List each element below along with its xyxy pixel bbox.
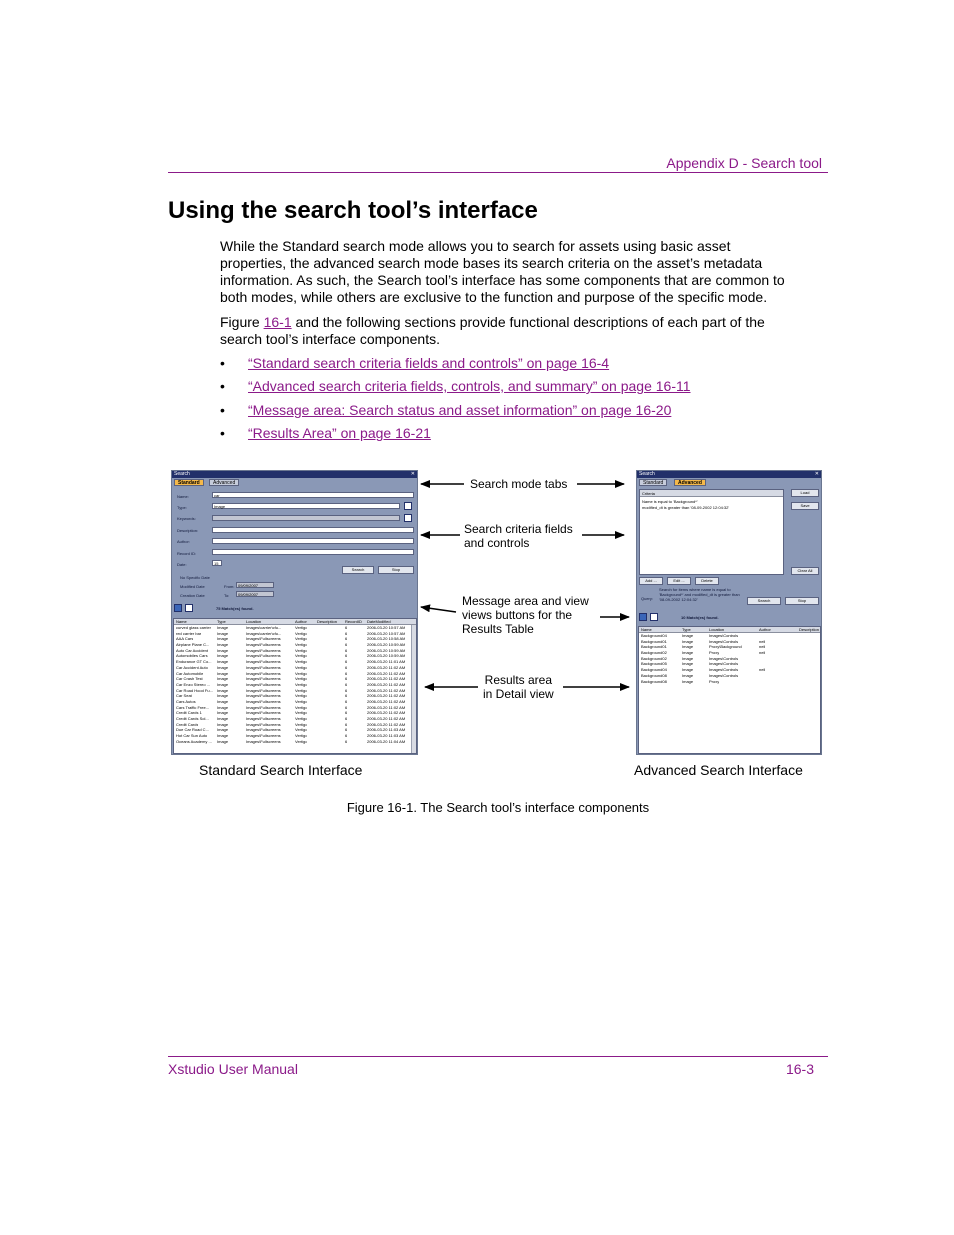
- name-field[interactable]: car: [212, 492, 414, 498]
- table-cell: 2006-03-20 11:02 AM: [367, 681, 406, 687]
- table-cell: 6: [345, 698, 348, 704]
- table-cell: 6: [345, 738, 348, 744]
- table-cell: Image: [682, 655, 694, 661]
- table-cell: Image: [217, 733, 229, 739]
- col-recordid[interactable]: RecordID: [345, 619, 362, 624]
- bullet-dot: •: [220, 355, 225, 371]
- bullet-link-standard-criteria[interactable]: “Standard search criteria fields and controls” on page 16-4: [248, 355, 610, 371]
- footer-rule: [168, 1056, 828, 1057]
- col-location[interactable]: Location: [246, 619, 262, 624]
- table-cell: 6: [345, 670, 348, 676]
- table-cell: Background04: [641, 667, 667, 673]
- col-description[interactable]: Description: [799, 627, 820, 632]
- table-cell: 6: [345, 681, 348, 687]
- description-label: Description:: [177, 528, 199, 533]
- table-cell: Image: [217, 721, 229, 727]
- arrow-message-left: [421, 607, 456, 612]
- table-cell: Automobiles Cars: [176, 653, 208, 659]
- table-cell: Vertigo: [295, 738, 308, 744]
- table-cell: Background01: [641, 638, 667, 644]
- table-cell: Background02: [641, 655, 667, 661]
- table-cell: Images\Fullscreens: [246, 676, 281, 682]
- table-cell: Vertigo: [295, 664, 308, 670]
- table-cell: Car Enzo Stereo ...: [176, 681, 211, 687]
- footer-manual-title: Xstudio User Manual: [168, 1061, 298, 1077]
- table-cell: Vertigo: [295, 659, 308, 665]
- table-cell: 2006-03-20 11:02 AM: [367, 670, 406, 676]
- table-cell: 6: [345, 687, 348, 693]
- modified-date-option[interactable]: Modified Date: [180, 584, 205, 589]
- page-title: Using the search tool’s interface: [168, 197, 538, 224]
- window-title: Search: [639, 471, 655, 477]
- table-cell: Background02: [641, 650, 667, 656]
- table-cell: Images\Fullscreens: [246, 659, 281, 665]
- query-label: Query:: [641, 596, 654, 601]
- para2-before: Figure: [220, 314, 264, 330]
- table-cell: 2006-03-20 11:03 AM: [367, 733, 406, 739]
- table-cell: Images\Fullscreens: [246, 687, 281, 693]
- table-cell: red carrier bar: [176, 630, 202, 636]
- table-cell: neil: [759, 667, 766, 673]
- save-button[interactable]: Save: [791, 502, 819, 510]
- col-location[interactable]: Location: [709, 627, 725, 632]
- table-cell: 2006-03-20 11:02 AM: [367, 716, 406, 721]
- match-message: 10 Match(es) found.: [681, 615, 719, 620]
- close-icon[interactable]: ✕: [814, 471, 819, 477]
- col-datemodified[interactable]: DateModified: [367, 619, 391, 624]
- table-cell: Image: [217, 636, 229, 642]
- table-cell: Background04: [641, 633, 667, 638]
- author-label: Author:: [177, 539, 190, 544]
- tab-standard[interactable]: Standard: [174, 479, 204, 486]
- col-author[interactable]: Author: [295, 619, 307, 624]
- table-cell: curved glass carrier: [176, 625, 211, 630]
- table-cell: Background08: [641, 672, 667, 678]
- table-cell: Cars Traffic Free...: [176, 704, 210, 710]
- table-cell: Image: [682, 661, 694, 667]
- annotation-message-area: Message area and view views buttons for the Results Table: [462, 594, 589, 636]
- table-cell: Car Road Hood Fu...: [176, 687, 213, 693]
- table-cell: Car Automobile: [176, 670, 204, 676]
- table-cell: Image: [682, 650, 694, 656]
- table-cell: 2006-03-20 10:59 AM: [367, 642, 406, 648]
- table-cell: Images\carrier\cfu...: [246, 625, 282, 630]
- table-cell: Proxy: [709, 650, 720, 656]
- table-cell: Background05: [641, 661, 667, 667]
- annotation-search-criteria: Search criteria fields and controls: [464, 522, 573, 550]
- table-cell: Vertigo: [295, 710, 308, 716]
- window-title: Search: [174, 471, 190, 477]
- table-cell: Images\Fullscreens: [246, 704, 281, 710]
- table-cell: Images\Fullscreens: [246, 733, 281, 739]
- criteria-line[interactable]: modified_dt is greater than '08-09-2002 12:04:32': [642, 505, 730, 510]
- table-cell: 2006-03-20 11:02 AM: [367, 704, 406, 710]
- type-select[interactable]: Image: [212, 503, 400, 509]
- table-cell: Credit Cards: [176, 721, 199, 727]
- table-cell: 6: [345, 642, 348, 648]
- table-cell: Vertigo: [295, 704, 308, 710]
- table-cell: Vertigo: [295, 733, 308, 739]
- table-cell: 2006-03-20 11:02 AM: [367, 698, 406, 704]
- criteria-line[interactable]: Name is equal to 'Background*': [642, 499, 698, 504]
- table-cell: Images\Fullscreens: [246, 727, 281, 733]
- table-cell: 2006-03-20 11:01 AM: [367, 659, 406, 665]
- table-cell: Proxy: [709, 678, 720, 684]
- table-cell: Image: [217, 676, 229, 682]
- table-cell: 2006-03-20 11:02 AM: [367, 687, 406, 693]
- table-cell: Image: [217, 659, 229, 665]
- keywords-label: Keywords:: [177, 516, 196, 521]
- col-type[interactable]: Type: [217, 619, 226, 624]
- intro-paragraph: While the Standard search mode allows you to search for assets using basic asset properties, the advanced search mode bases its search criteria on the asset’s metadata information. As such, the Search tool’s interface has some components that are common to both modes, while others are exclusive to the function and purpose of the specific mode.: [220, 238, 785, 305]
- table-cell: 6: [345, 704, 348, 710]
- col-name[interactable]: Name: [176, 619, 187, 624]
- table-cell: Image: [217, 687, 229, 693]
- tab-advanced[interactable]: Advanced: [674, 479, 706, 486]
- table-cell: Images\Controls: [709, 633, 739, 638]
- table-cell: 2006-03-20 10:59 AM: [367, 653, 406, 659]
- col-description[interactable]: Description: [317, 619, 338, 624]
- table-cell: Images\Controls: [709, 638, 739, 644]
- bullet-dot: •: [220, 378, 225, 394]
- table-cell: 6: [345, 653, 348, 659]
- table-cell: Background08: [641, 678, 667, 684]
- table-cell: Airplane Plane C...: [176, 642, 210, 648]
- table-cell: Proxy\Background: [709, 644, 742, 650]
- table-cell: Image: [217, 710, 229, 716]
- table-cell: Image: [217, 653, 229, 659]
- advanced-interface-caption: Advanced Search Interface: [634, 762, 803, 778]
- table-cell: Image: [217, 727, 229, 733]
- to-label: To:: [224, 593, 230, 598]
- table-cell: Credit Cards Sol...: [176, 716, 209, 721]
- bullet-dot: •: [220, 425, 225, 441]
- table-cell: Images\Fullscreens: [246, 738, 281, 744]
- table-cell: neil: [759, 638, 766, 644]
- table-cell: 6: [345, 676, 348, 682]
- table-cell: 2006-03-20 11:02 AM: [367, 721, 406, 727]
- standard-interface-caption: Standard Search Interface: [199, 762, 363, 778]
- table-cell: Image: [217, 681, 229, 687]
- table-cell: Vertigo: [295, 630, 308, 636]
- match-message: 75 Match(es) found.: [216, 606, 254, 611]
- table-cell: Image: [217, 647, 229, 653]
- table-cell: Images\Fullscreens: [246, 647, 281, 653]
- to-date-field[interactable]: 09/09/2007: [236, 591, 274, 597]
- table-cell: Image: [217, 698, 229, 704]
- bullet-link-results-area[interactable]: “Results Area” on page 16-21: [248, 425, 431, 441]
- table-cell: Images\Fullscreens: [246, 698, 281, 704]
- date-field[interactable]: 15: [212, 560, 222, 566]
- table-cell: 2006-03-20 10:59 AM: [367, 647, 406, 653]
- table-cell: Endurance GT Co...: [176, 659, 212, 665]
- col-author[interactable]: Author: [759, 627, 771, 632]
- table-cell: 6: [345, 659, 348, 665]
- table-cell: 6: [345, 636, 348, 642]
- table-cell: Images\Fullscreens: [246, 653, 281, 659]
- table-cell: Credit Cards 1: [176, 710, 202, 716]
- table-cell: Images\carrier\cfu...: [246, 630, 282, 636]
- table-cell: Image: [217, 625, 229, 630]
- table-cell: 2006-03-20 11:02 AM: [367, 693, 406, 699]
- search-button[interactable]: Search: [342, 566, 374, 574]
- table-cell: Images\Controls: [709, 672, 739, 678]
- table-cell: Images\Fullscreens: [246, 721, 281, 727]
- date-label: Date:: [177, 562, 187, 567]
- table-cell: Car Seat: [176, 693, 192, 699]
- record-id-label: Record ID:: [177, 551, 197, 556]
- table-cell: 6: [345, 664, 348, 670]
- table-cell: Vertigo: [295, 625, 308, 630]
- table-cell: Background01: [641, 644, 667, 650]
- search-button[interactable]: Search: [747, 597, 781, 605]
- delete-criteria-button[interactable]: Delete: [695, 577, 719, 585]
- table-cell: 2006-03-20 10:58 AM: [367, 636, 406, 642]
- table-cell: Image: [217, 716, 229, 721]
- table-cell: 2006-03-20 11:02 AM: [367, 710, 406, 716]
- no-specific-date-option[interactable]: No Specific Date: [180, 575, 210, 580]
- table-cell: 6: [345, 710, 348, 716]
- table-cell: Images\Controls: [709, 655, 739, 661]
- table-cell: 6: [345, 693, 348, 699]
- table-cell: 6: [345, 647, 348, 653]
- col-name[interactable]: Name: [641, 627, 652, 632]
- table-cell: Vertigo: [295, 687, 308, 693]
- table-cell: Hot Car Sun Auto: [176, 733, 208, 739]
- table-cell: AAA Cars: [176, 636, 194, 642]
- table-cell: 2006-03-20 11:02 AM: [367, 664, 406, 670]
- table-cell: Images\Controls: [709, 667, 739, 673]
- table-cell: Vertigo: [295, 721, 308, 727]
- type-label: Type:: [177, 505, 187, 510]
- from-date-field[interactable]: 09/09/2007: [236, 582, 274, 588]
- table-cell: Image: [217, 738, 229, 744]
- table-cell: Image: [682, 644, 694, 650]
- annotation-search-mode-tabs: Search mode tabs: [470, 477, 568, 491]
- load-button[interactable]: Load: [791, 489, 819, 497]
- bullet-link-advanced-criteria[interactable]: “Advanced search criteria fields, controls, and summary” on page 16-11: [248, 378, 691, 394]
- table-cell: Vertigo: [295, 653, 308, 659]
- table-cell: Vertigo: [295, 642, 308, 648]
- table-cell: Images\Fullscreens: [246, 710, 281, 716]
- col-type[interactable]: Type: [682, 627, 691, 632]
- table-cell: Image: [217, 670, 229, 676]
- table-cell: Image: [682, 633, 694, 638]
- table-cell: Vertigo: [295, 676, 308, 682]
- bullet-link-message-area[interactable]: “Message area: Search status and asset information” on page 16-20: [248, 402, 672, 418]
- annotation-results-area: Results area in Detail view: [483, 673, 554, 701]
- close-icon[interactable]: ✕: [410, 471, 415, 477]
- table-cell: neil: [759, 650, 766, 656]
- table-cell: 2006-03-20 11:04 AM: [367, 738, 406, 744]
- figure-link[interactable]: 16-1: [263, 314, 292, 330]
- table-cell: 2006-03-20 10:57 AM: [367, 625, 406, 630]
- add-criteria-button[interactable]: Add ...: [639, 577, 663, 585]
- edit-criteria-button[interactable]: Edit ...: [667, 577, 691, 585]
- table-cell: 2006-03-20 10:57 AM: [367, 630, 406, 636]
- from-label: From:: [224, 584, 235, 589]
- criteria-header: Criteria: [640, 490, 783, 497]
- table-cell: Vertigo: [295, 681, 308, 687]
- bullet-dot: •: [220, 402, 225, 418]
- table-cell: Image: [217, 693, 229, 699]
- running-header: Appendix D - Search tool: [666, 155, 822, 171]
- table-cell: Car Crash Test: [176, 676, 203, 682]
- table-cell: Image: [682, 638, 694, 644]
- table-cell: Auto Car Accident: [176, 647, 209, 653]
- tab-advanced[interactable]: Advanced: [209, 479, 239, 486]
- table-cell: Image: [682, 672, 694, 678]
- table-cell: Image: [217, 642, 229, 648]
- table-cell: Car Accident Auto: [176, 664, 208, 670]
- table-cell: Images\Fullscreens: [246, 642, 281, 648]
- stop-button[interactable]: Stop: [785, 597, 819, 605]
- table-cell: Images\Fullscreens: [246, 681, 281, 687]
- table-cell: 6: [345, 721, 348, 727]
- table-cell: Image: [217, 630, 229, 636]
- query-summary: Search for items where name is equal to 'Background*' and modified_dt is greater than '08-09-2002 12:04:32': [659, 587, 740, 602]
- table-cell: 2006-03-20 11:02 AM: [367, 676, 406, 682]
- table-cell: Vertigo: [295, 636, 308, 642]
- table-cell: Due Car Road C...: [176, 727, 209, 733]
- table-cell: Vertigo: [295, 670, 308, 676]
- table-cell: Images\Fullscreens: [246, 670, 281, 676]
- table-cell: Vertigo: [295, 727, 308, 733]
- table-cell: Vertigo: [295, 698, 308, 704]
- table-cell: Images\Fullscreens: [246, 664, 281, 670]
- table-cell: Oceans Academy ...: [176, 738, 212, 744]
- para2-after: and the following sections provide functional descriptions of each part of the search tool’s interface components.: [220, 314, 765, 347]
- table-cell: 6: [345, 716, 348, 721]
- table-cell: Images\Controls: [709, 661, 739, 667]
- name-label: Name:: [177, 494, 189, 499]
- creation-date-option[interactable]: Creation Date: [180, 593, 205, 598]
- footer-page-number: 16-3: [785, 1061, 814, 1077]
- table-cell: 6: [345, 727, 348, 733]
- table-cell: Images\Fullscreens: [246, 636, 281, 642]
- table-cell: Vertigo: [295, 693, 308, 699]
- tab-standard[interactable]: Standard: [639, 479, 667, 486]
- table-cell: Cars Autos: [176, 698, 196, 704]
- table-cell: Image: [682, 667, 694, 673]
- table-cell: Image: [217, 664, 229, 670]
- table-cell: 2006-03-20 11:03 AM: [367, 727, 406, 733]
- table-cell: Images\Fullscreens: [246, 716, 281, 721]
- table-cell: 6: [345, 625, 348, 630]
- figure-caption: Figure 16-1. The Search tool’s interface components: [346, 800, 650, 815]
- table-cell: neil: [759, 644, 766, 650]
- table-cell: Images\Fullscreens: [246, 693, 281, 699]
- table-cell: 6: [345, 733, 348, 739]
- table-cell: 6: [345, 630, 348, 636]
- clear-all-button[interactable]: Clear All: [791, 567, 819, 575]
- table-cell: Image: [217, 704, 229, 710]
- table-cell: Vertigo: [295, 716, 308, 721]
- table-cell: Vertigo: [295, 647, 308, 653]
- table-cell: Image: [682, 678, 694, 684]
- stop-button[interactable]: Stop: [378, 566, 414, 574]
